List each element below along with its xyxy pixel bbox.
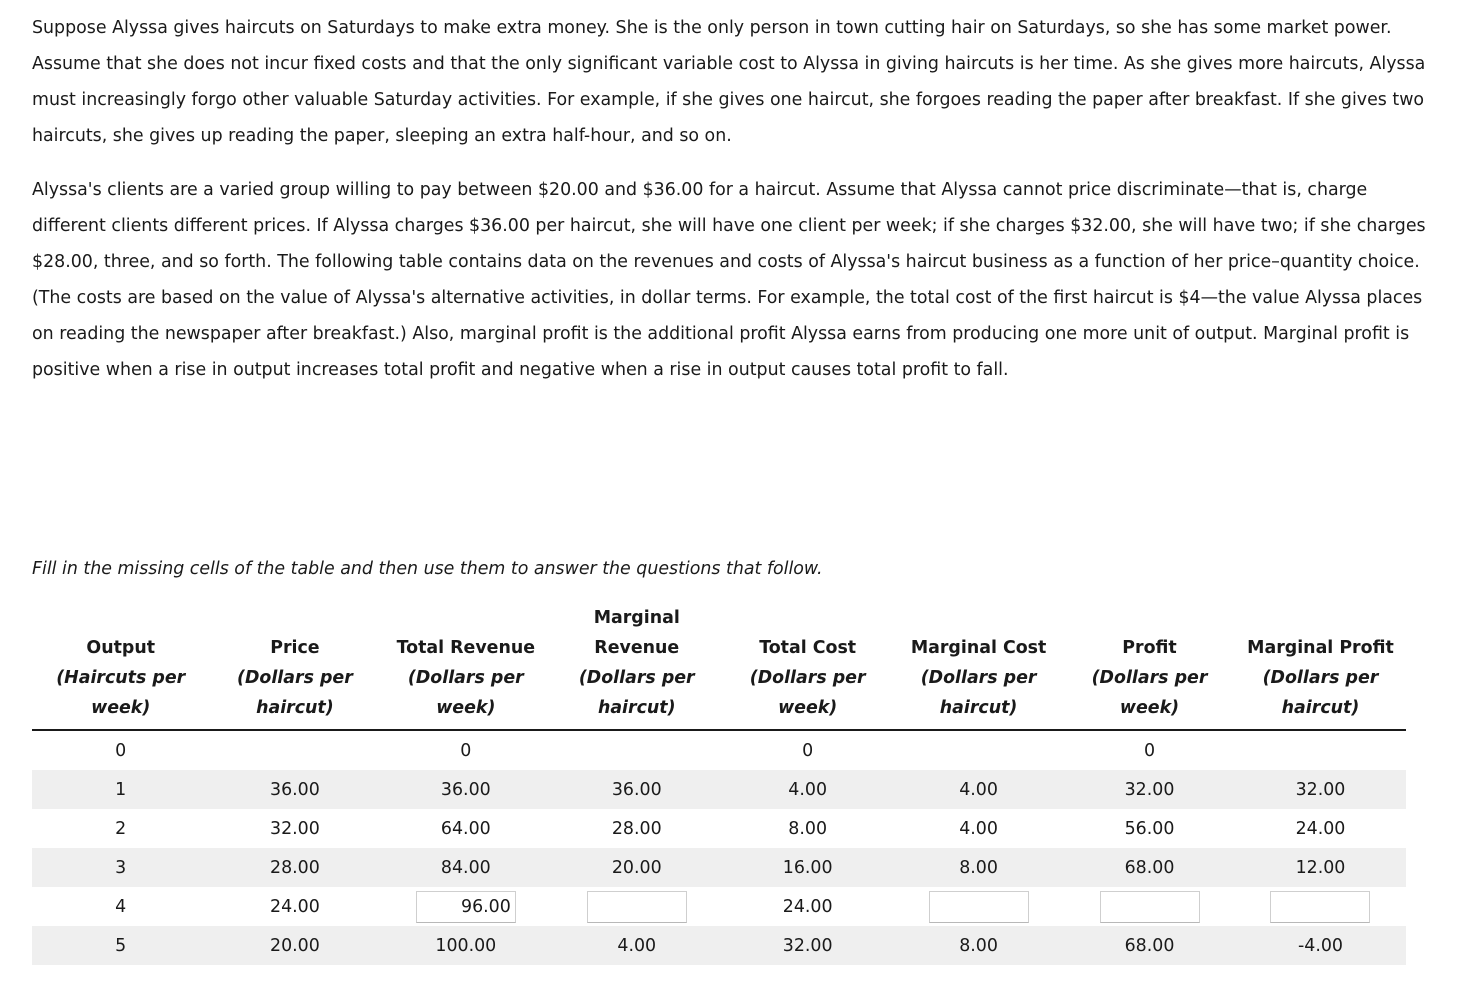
header-profit bbox=[1064, 603, 1235, 730]
table-cell: 36.00 bbox=[551, 770, 722, 809]
table-cell: 5 bbox=[32, 926, 209, 965]
header-label: Total Revenue bbox=[396, 638, 536, 658]
table-cell bbox=[209, 730, 380, 770]
table-cell: 4.00 bbox=[959, 818, 998, 839]
header-label: Total Cost bbox=[759, 638, 857, 658]
table-cell: 0 bbox=[802, 740, 814, 761]
table-cell: -4.00 bbox=[1235, 926, 1406, 965]
table-cell: 28.00 bbox=[611, 818, 662, 839]
table-cell: 32.00 bbox=[270, 818, 320, 839]
table-cell bbox=[551, 730, 722, 770]
header-total-revenue bbox=[380, 603, 551, 730]
table-cell: 64.00 bbox=[440, 818, 491, 839]
marginal-cost-input-output-4[interactable] bbox=[929, 891, 1029, 923]
table-cell: 8.00 bbox=[893, 926, 1064, 965]
marginal-profit-input-output-4[interactable] bbox=[1270, 891, 1370, 923]
table-cell: 56.00 bbox=[1124, 818, 1175, 839]
table-row bbox=[32, 926, 1406, 965]
table-row bbox=[32, 730, 1406, 770]
table-cell bbox=[1235, 887, 1406, 926]
table-cell bbox=[380, 887, 551, 926]
table-cell: 24.00 bbox=[782, 896, 833, 917]
table-cell: 4.00 bbox=[722, 770, 893, 809]
table-cell: 4.00 bbox=[551, 926, 722, 965]
header-unit: (Dollars per week) bbox=[749, 668, 866, 718]
header-total-cost bbox=[722, 603, 893, 730]
profit-input-output-4[interactable] bbox=[1100, 891, 1200, 923]
header-label: Marginal Cost bbox=[910, 638, 1047, 658]
table-cell bbox=[1235, 730, 1406, 770]
table-cell: 1 bbox=[32, 770, 209, 809]
header-price bbox=[209, 603, 380, 730]
table-row bbox=[32, 887, 1406, 926]
table-cell: 36.00 bbox=[380, 770, 551, 809]
intro-paragraph-1: Suppose Alyssa gives haircuts on Saturdays to make extra money. She is the only person in town cutting hair on Saturdays, so she has some market power. Assume that she does not incur fixed costs and that the only significant variable cost to Alyssa in giving haircuts is her time. As she gives more haircuts, Alyssa must increasingly forgo other valuable Saturday activities. For example, if she gives one haircut, she forgoes reading the paper after breakfast. If she gives two haircuts, she gives up reading the paper, sleeping an extra half-hour, and so on. bbox=[32, 18, 1426, 146]
total-revenue-input-output-4[interactable] bbox=[416, 891, 516, 923]
header-label: Price bbox=[270, 638, 320, 658]
table-cell: 68.00 bbox=[1064, 848, 1235, 887]
table-cell: 24.00 bbox=[270, 896, 320, 917]
header-marginal-profit bbox=[1235, 603, 1406, 730]
table-cell: 100.00 bbox=[380, 926, 551, 965]
table-row bbox=[32, 848, 1406, 887]
table-row bbox=[32, 770, 1406, 809]
table-cell bbox=[893, 887, 1064, 926]
header-label: Marginal Profit bbox=[1247, 638, 1394, 658]
table-cell: 36.00 bbox=[209, 770, 380, 809]
header-unit: (Dollars per haircut) bbox=[578, 668, 695, 718]
table-cell: 8.00 bbox=[788, 818, 828, 839]
haircut-data-table bbox=[32, 603, 1406, 965]
table-cell: 12.00 bbox=[1235, 848, 1406, 887]
intro-paragraph-2: Alyssa's clients are a varied group willing to pay between $20.00 and $36.00 for a haircut. Assume that Alyssa cannot price discriminate—that is, charge different clients different prices. If Alyssa charges $36.00 per haircut, she will have one client per week; if she charges $32.00, she will have two; if she charges $28.00, three, and so forth. The following table contains data on the revenues and costs of Alyssa's haircut business as a function of her price–quantity choice. (The costs are based on the value of Alyssa's alternative activities, in dollar terms. For example, the total cost of the first haircut is $4—the value Alyssa places on reading the newspaper after breakfast.) Also, marginal profit is the additional profit Alyssa earns from producing one more unit of output. Marginal profit is positive when a rise in output increases total profit and negative when a rise in output causes total profit to fall. bbox=[32, 180, 1426, 380]
table-cell bbox=[1064, 887, 1235, 926]
header-label: Output bbox=[86, 638, 156, 658]
table-cell: 28.00 bbox=[209, 848, 380, 887]
table-cell: 32.00 bbox=[1064, 770, 1235, 809]
table-cell: 8.00 bbox=[893, 848, 1064, 887]
table-cell bbox=[893, 730, 1064, 770]
header-output bbox=[32, 603, 209, 730]
header-marginal-revenue bbox=[551, 603, 722, 730]
table-cell: 3 bbox=[32, 848, 209, 887]
table-cell: 32.00 bbox=[722, 926, 893, 965]
table-row bbox=[32, 809, 1406, 848]
table-cell: 20.00 bbox=[551, 848, 722, 887]
table-cell: 84.00 bbox=[380, 848, 551, 887]
table-cell: 4.00 bbox=[893, 770, 1064, 809]
marginal-revenue-input-output-4[interactable] bbox=[587, 891, 687, 923]
header-unit: (Dollars per week) bbox=[407, 668, 524, 718]
table-cell: 32.00 bbox=[1235, 770, 1406, 809]
header-unit: (Haircuts per week) bbox=[56, 668, 186, 718]
header-unit: (Dollars per haircut) bbox=[237, 668, 353, 718]
header-unit: (Dollars per haircut) bbox=[1262, 668, 1379, 718]
header-label: Marginal Revenue bbox=[593, 608, 680, 658]
table-cell: 20.00 bbox=[209, 926, 380, 965]
table-cell: 0 bbox=[1143, 740, 1156, 761]
table-cell: 16.00 bbox=[722, 848, 893, 887]
table-cell: 2 bbox=[115, 818, 127, 839]
header-unit: (Dollars per week) bbox=[1091, 668, 1208, 718]
table-header-row bbox=[32, 603, 1406, 730]
header-label: Profit bbox=[1122, 638, 1177, 658]
table-cell: 68.00 bbox=[1064, 926, 1235, 965]
instruction-text: Fill in the missing cells of the table and then use them to answer the questions that follow. bbox=[32, 559, 823, 579]
header-marginal-cost bbox=[893, 603, 1064, 730]
header-unit: (Dollars per haircut) bbox=[920, 668, 1037, 718]
table-cell: 0 bbox=[460, 740, 472, 761]
table-cell: 4 bbox=[115, 896, 127, 917]
table-cell: 24.00 bbox=[1295, 818, 1346, 839]
table-cell bbox=[551, 887, 722, 926]
table-cell: 0 bbox=[115, 740, 127, 761]
